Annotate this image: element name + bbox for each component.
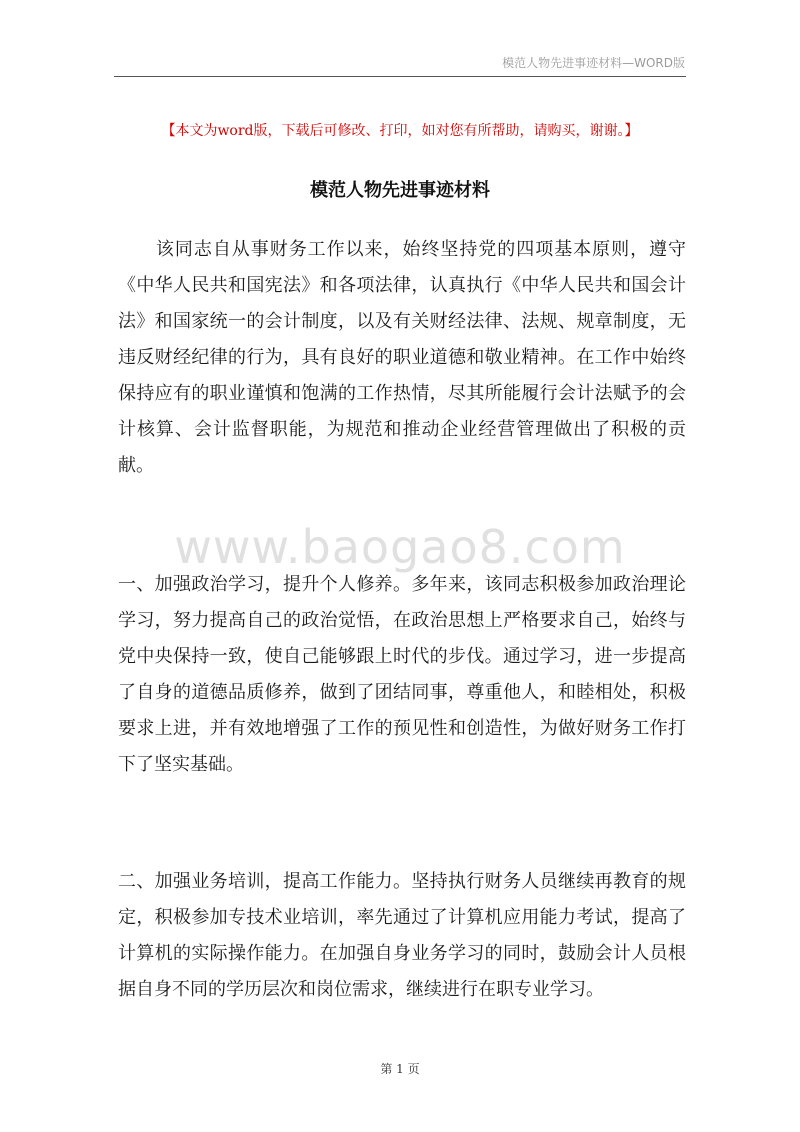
watermark: www.baogao8.com [174,520,626,574]
paragraph-intro: 该同志自从事财务工作以来，始终坚持党的四项基本原则，遵守《中华人民共和国宪法》和各项法律，认真执行《中华人民共和国会计法》和国家统一的会计制度，以及有关财经法律、法规、规章制度，无违反财经纪律的行为，具有良好的职业道德和敬业精神。在工作中始终保持应有的职业谨慎和饱满的工作热情，尽其所能履行会计法赋予的会计核算、会计监督职能，为规范和推动企业经营管理做出了积极的贡献。 [118,239,686,476]
paragraph-business-training: 二、加强业务培训，提高工作能力。坚持执行财务人员继续再教育的规定，积极参加专技术业培训，率先通过了计算机应用能力考试，提高了计算机的实际操作能力。在加强自身业务学习的同时，鼓励会计人员根据自身不同的学历层次和岗位需求，继续进行在职专业学习。 [118,871,686,1000]
header-divider [114,76,686,77]
page-number: 第 1 页 [380,1062,420,1076]
running-header: 模范人物先进事迹材料—WORD版 [502,56,685,70]
document-title: 模范人物先进事迹材料 [310,180,490,201]
paragraph-political-study: 一、加强政治学习，提升个人修养。多年来，该同志积极参加政治理论学习，努力提高自己的政治觉悟，在政治思想上严格要求自己，始终与党中央保持一致，使自己能够跟上时代的步伐。通过学习，进一步提高了自身的道德品质修养，做到了团结同事，尊重他人，和睦相处，积极要求上进，并有效地增强了工作的预见性和创造性，为做好财务工作打下了坚实基础。 [118,574,686,775]
purchase-notice: 【本文为word版，下载后可修改、打印，如对您有所帮助，请购买，谢谢。】 [161,123,639,139]
